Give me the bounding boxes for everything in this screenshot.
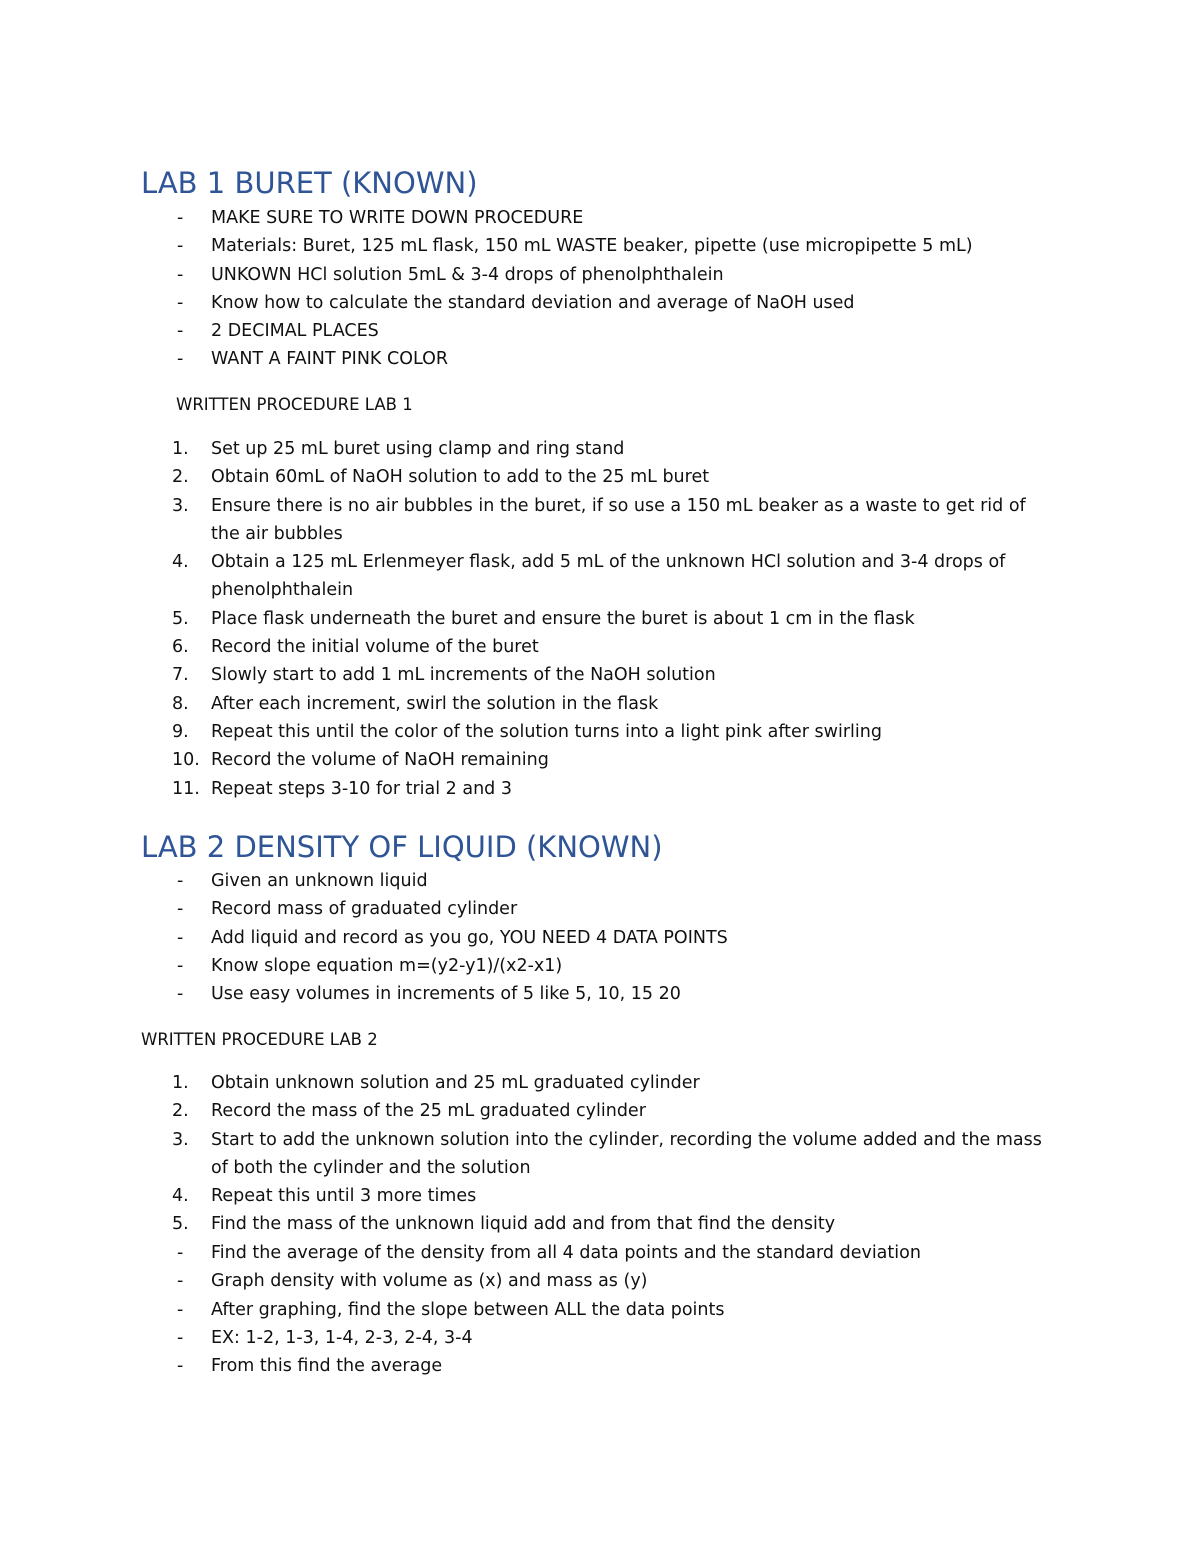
list-item: 6. Record the initial volume of the buret xyxy=(0,633,1056,661)
list-item: - MAKE SURE TO WRITE DOWN PROCEDURE xyxy=(0,204,1056,232)
list-item: 4. Obtain a 125 mL Erlenmeyer flask, add 5 mL of the unknown HCl solution and 3-4 drops of phenolphthalein xyxy=(0,548,1056,605)
step-number: 9. xyxy=(172,721,189,742)
dash-marker: - xyxy=(177,955,184,976)
lab1-notes-list xyxy=(0,204,1056,374)
list-item: - Know slope equation m=(y2-y1)/(x2-x1) xyxy=(0,952,1056,980)
list-item: - Record mass of graduated cylinder xyxy=(0,895,1056,923)
step-number: 5. xyxy=(172,608,189,629)
step-number: 11. xyxy=(172,778,200,799)
list-item: 2. Obtain 60mL of NaOH solution to add to the 25 mL buret xyxy=(0,463,1056,491)
list-item: 7. Slowly start to add 1 mL increments of the NaOH solution xyxy=(0,661,1056,689)
list-item: 10. Record the volume of NaOH remaining xyxy=(0,746,1056,774)
dash-marker: - xyxy=(177,871,184,891)
step-number: 10. xyxy=(172,750,200,771)
step-number: 6. xyxy=(172,637,189,658)
dash-marker: - xyxy=(177,927,184,948)
dash-marker: - xyxy=(177,899,184,920)
dash-marker: - xyxy=(177,1299,184,1320)
list-item: - Know how to calculate the standard deviation and average of NaOH used xyxy=(0,289,1056,317)
step-number: 5. xyxy=(172,1214,189,1235)
list-item: - Materials: Buret, 125 mL flask, 150 mL WASTE beaker, pipette (use micropipette 5 mL) xyxy=(0,232,1056,260)
list-item: - Graph density with volume as (x) and mass as (y) xyxy=(0,1267,1056,1295)
list-item: - 2 DECIMAL PLACES xyxy=(0,317,1056,345)
dash-marker: - xyxy=(177,264,184,285)
list-item: 2. Record the mass of the 25 mL graduated cylinder xyxy=(0,1097,1056,1125)
step-number: 2. xyxy=(172,1101,189,1122)
dash-marker: - xyxy=(177,984,184,1005)
list-item: - WANT A FAINT PINK COLOR xyxy=(0,345,1056,373)
list-item: - Find the average of the density from all 4 data points and the standard deviation xyxy=(0,1239,1056,1267)
dash-marker: - xyxy=(177,321,184,342)
list-item: - EX: 1-2, 1-3, 1-4, 2-3, 2-4, 3-4 xyxy=(0,1324,1056,1352)
list-item: 5. Place flask underneath the buret and ensure the buret is about 1 cm in the flask xyxy=(0,605,1056,633)
step-number: 3. xyxy=(172,495,189,516)
dash-marker: - xyxy=(177,1271,184,1292)
dash-marker: - xyxy=(177,236,184,257)
step-number: 4. xyxy=(172,1186,189,1207)
list-item: - Use easy volumes in increments of 5 like 5, 10, 15 20 xyxy=(0,980,1056,1008)
lab2-procedure-title: WRITTEN PROCEDURE LAB 2 xyxy=(141,1030,378,1049)
list-item: - Add liquid and record as you go, YOU NEED 4 DATA POINTS xyxy=(0,924,1056,952)
lab2-heading: LAB 2 DENSITY OF LIQUID (KNOWN) xyxy=(141,830,663,864)
list-item: 8. After each increment, swirl the solution in the flask xyxy=(0,690,1056,718)
dash-marker: - xyxy=(177,292,184,313)
step-number: 7. xyxy=(172,665,189,686)
dash-marker: - xyxy=(177,1327,184,1348)
dash-marker: - xyxy=(177,1356,184,1377)
list-item: 5. Find the mass of the unknown liquid add and from that find the density xyxy=(0,1210,1056,1238)
list-item: 4. Repeat this until 3 more times xyxy=(0,1182,1056,1210)
step-number: 3. xyxy=(172,1129,189,1150)
step-number: 2. xyxy=(172,467,189,488)
step-number: 8. xyxy=(172,693,189,714)
lab2-steps-list xyxy=(0,1069,1056,1239)
step-number: 1. xyxy=(172,439,189,459)
step-number: 1. xyxy=(172,1073,189,1093)
list-item: - From this find the average xyxy=(0,1352,1056,1380)
list-item: - Given an unknown liquid xyxy=(0,867,1056,895)
dash-marker: - xyxy=(177,349,184,370)
list-item: - UNKOWN HCl solution 5mL & 3-4 drops of phenolphthalein xyxy=(0,261,1056,289)
list-item: 1. Obtain unknown solution and 25 mL graduated cylinder xyxy=(0,1069,1056,1097)
lab1-heading: LAB 1 BURET (KNOWN) xyxy=(141,166,478,200)
dash-marker: - xyxy=(177,208,184,228)
list-item: 1. Set up 25 mL buret using clamp and ring stand xyxy=(0,435,1056,463)
lab1-procedure-title: WRITTEN PROCEDURE LAB 1 xyxy=(176,395,413,414)
list-item: 11. Repeat steps 3-10 for trial 2 and 3 xyxy=(0,775,1056,803)
lab2-after-notes-list xyxy=(0,1239,1056,1380)
step-number: 4. xyxy=(172,552,189,573)
list-item: 9. Repeat this until the color of the solution turns into a light pink after swirling xyxy=(0,718,1056,746)
list-item: - After graphing, find the slope between ALL the data points xyxy=(0,1296,1056,1324)
lab2-notes-list xyxy=(0,867,1056,1008)
list-item: 3. Ensure there is no air bubbles in the buret, if so use a 150 mL beaker as a waste to get rid of the air bubbles xyxy=(0,492,1056,549)
dash-marker: - xyxy=(177,1243,184,1263)
list-item: 3. Start to add the unknown solution into the cylinder, recording the volume added and the mass of both the cylinder and the solution xyxy=(0,1126,1056,1183)
lab1-steps-list xyxy=(0,435,1056,803)
